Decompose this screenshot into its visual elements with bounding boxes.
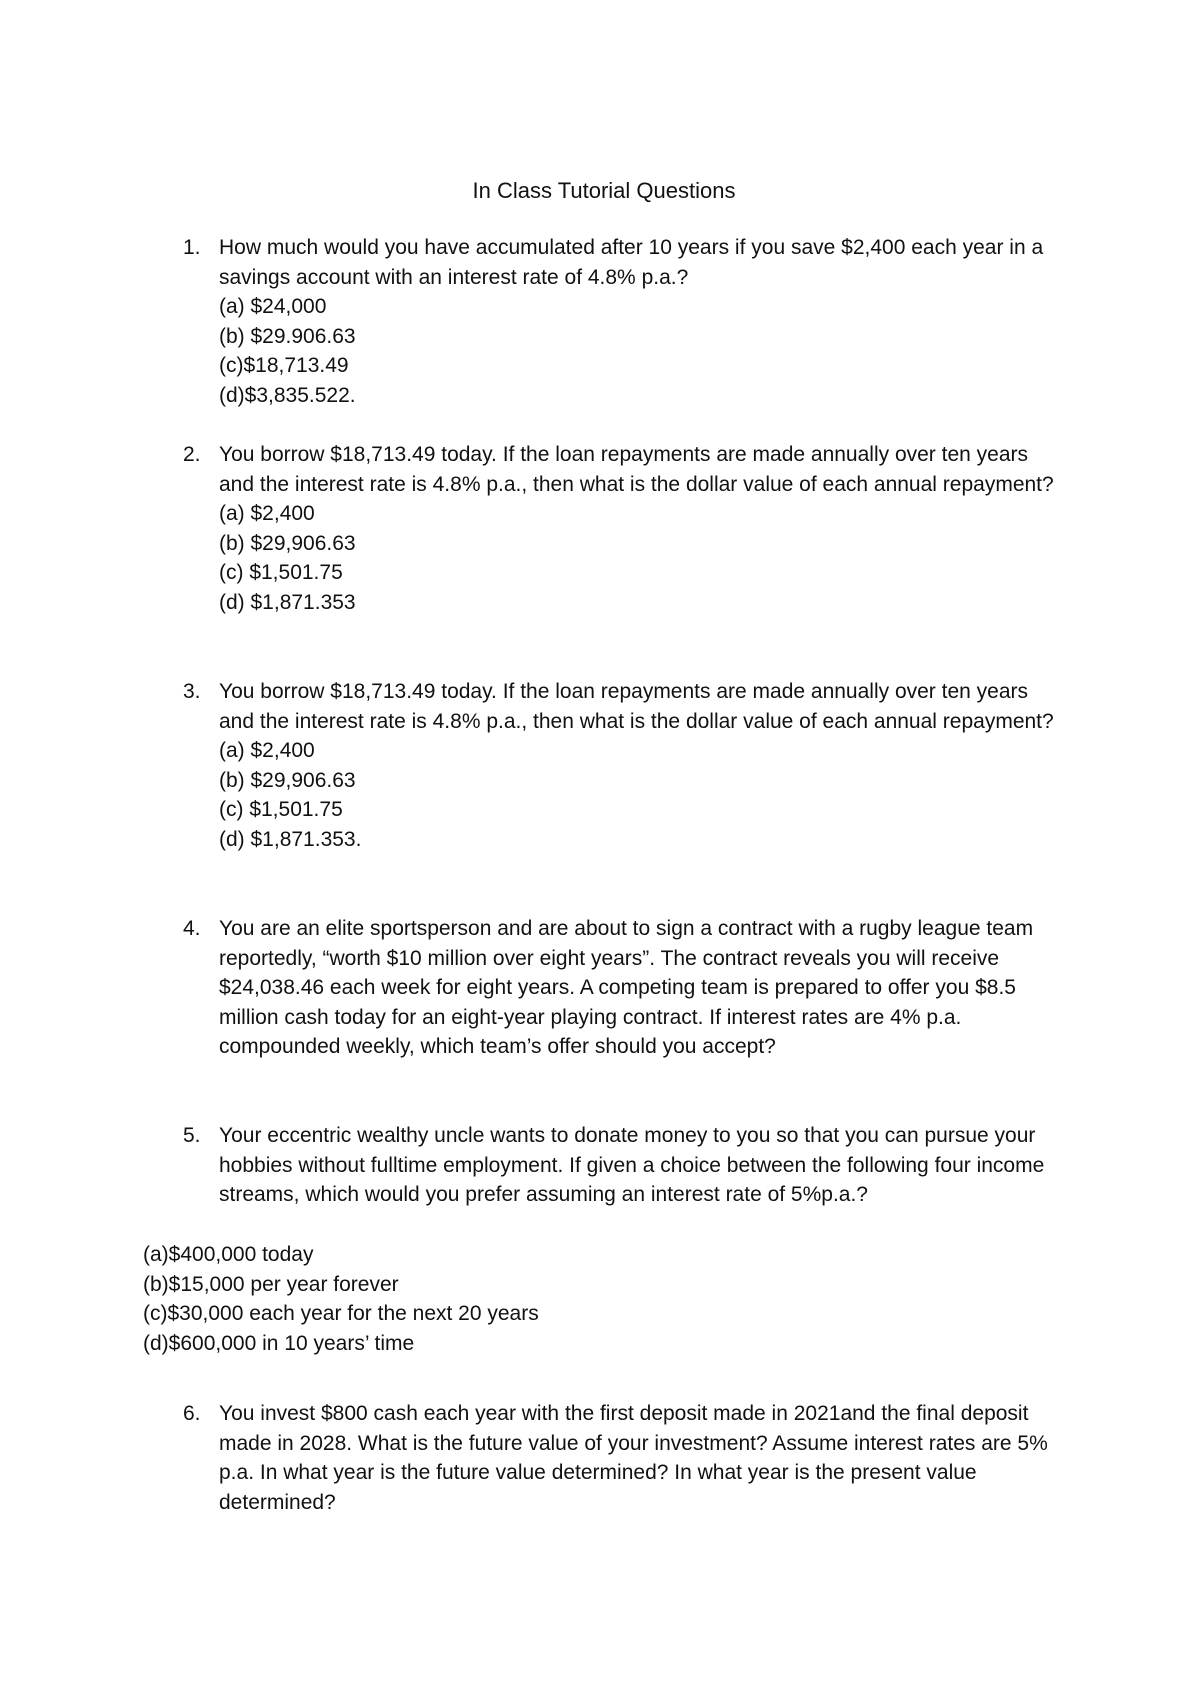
option-b: (b) $29,906.63 [219,531,356,555]
question-text: You are an elite sportsperson and are about to sign a contract with a rugby league team reportedly, “worth $10 million over eight years”. The contract reveals you will receive $24,038.46 each week for eight years. A competing team is prepared to offer you $8.5 million cash today for an eight-year playing contract. If interest rates are 4% p.a. compounded weekly, which team’s offer should you accept? [219,917,1034,1058]
question-6 [183,1399,1063,1517]
option-c: (c)$30,000 each year for the next 20 years [143,1302,539,1325]
question-number: 4. [183,917,201,940]
page-title: In Class Tutorial Questions [472,178,736,203]
option-d: (d)$600,000 in 10 years’ time [143,1331,415,1355]
option-b: (b) $29.906.63 [219,324,356,348]
question-number: 2. [183,443,201,466]
question-text: Your eccentric wealthy uncle wants to donate money to you so that you can pursue your hobbies without fulltime employment. If given a choice between the following four income streams, which would you prefer assuming an interest rate of 5%p.a.? [219,1124,1045,1206]
question-number: 5. [183,1124,201,1147]
option-a: (a)$400,000 today [143,1243,314,1266]
question-text: You borrow $18,713.49 today. If the loan repayments are made annually over ten years and the interest rate is 4.8% p.a., then what is the dollar value of each annual repayment? [219,443,1054,496]
question-number: 3. [183,680,201,703]
question-number: 1. [183,236,201,259]
option-c: (c) $1,501.75 [219,798,343,821]
option-d: (d) $1,871.353. [219,827,362,851]
option-a: (a) $24,000 [219,295,327,318]
question-3 [183,677,1063,854]
option-a: (a) $2,400 [219,739,315,762]
question-text: You invest $800 cash each year with the first deposit made in 2021and the final deposit made in 2028. What is the future value of your investment? Assume interest rates are 5% p.a. In what year is the future value determined? In what year is the present value determined? [219,1402,1048,1514]
option-a: (a) $2,400 [219,502,315,525]
question-number: 6. [183,1402,201,1425]
question-text: You borrow $18,713.49 today. If the loan repayments are made annually over ten years and the interest rate is 4.8% p.a., then what is the dollar value of each annual repayment? [219,680,1054,733]
question-1 [183,233,1063,410]
option-d: (d) $1,871.353 [219,590,356,614]
question-text: How much would you have accumulated after 10 years if you save $2,400 each year in a savings account with an interest rate of 4.8% p.a.? [219,236,1044,289]
option-b: (b) $29,906.63 [219,768,356,792]
option-b: (b)$15,000 per year forever [143,1272,399,1296]
question-2 [183,440,1063,617]
option-c: (c)$18,713.49 [219,354,349,377]
question-5 [183,1121,1063,1210]
question-4 [183,914,1063,1062]
option-d: (d)$3,835.522. [219,383,356,407]
question-5-options [143,1240,539,1358]
option-c: (c) $1,501.75 [219,561,343,584]
